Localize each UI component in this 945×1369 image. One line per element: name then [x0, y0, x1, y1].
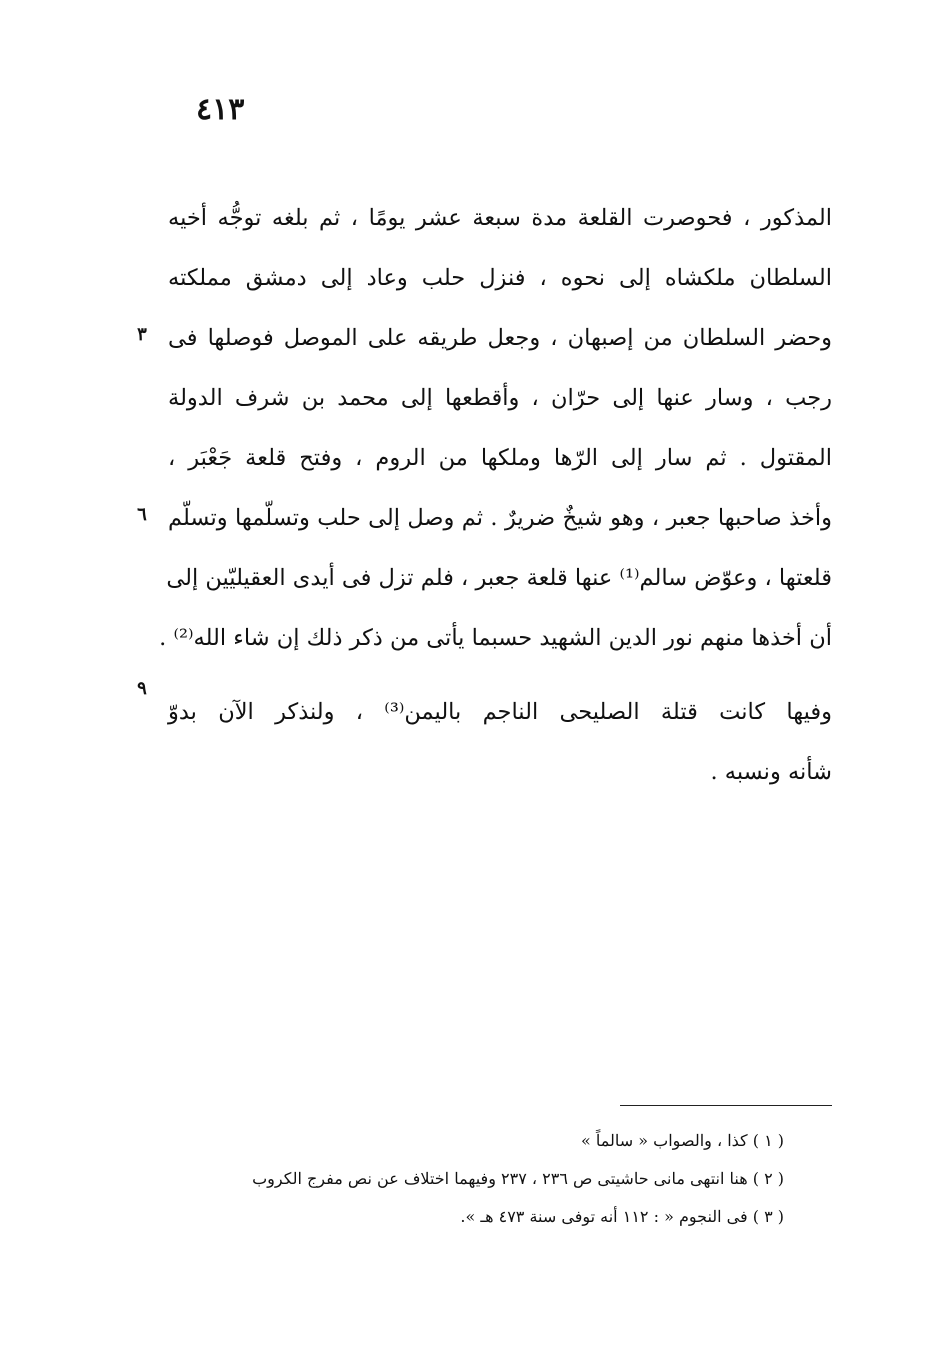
footnote: ( ٢ ) هنا انتهى مانى حاشيتى ص ٢٣٦ ، ٢٣٧ وفيهما اختلاف عن نص مفرج الكروب — [252, 1169, 784, 1188]
text-line: شأنه ونسبه . — [710, 759, 832, 785]
text-line: المذكور ، فحوصرت القلعة مدة سبعة عشر يومًا ، ثم بلغه توجُّه أخيه — [168, 205, 832, 231]
text-line: رجب ، وسار عنها إلى حرّان ، وأقطعها إلى محمد بن شرف الدولة — [168, 385, 832, 411]
footnote: ( ٣ ) فى النجوم « : ١١٢ أنه توفى سنة ٤٧٣ هـ ». — [460, 1207, 784, 1226]
page-number: ٤١٣ — [196, 92, 245, 127]
text-line: السلطان ملكشاه إلى نحوه ، فنزل حلب وعاد إلى دمشق مملكته — [168, 265, 832, 291]
text-line: قلعتها ، وعوّض سالم⁽¹⁾ عنها قلعة جعبر ، فلم تزل فى أيدى العقيليّين إلى — [166, 565, 832, 591]
text-line: وأخذ صاحبها جعبر ، وهو شيخٌ ضريرٌ . ثم وصل إلى حلب وتسلّمها وتسلّم — [168, 505, 832, 531]
text-line: وفيها كانت قتلة الصليحى الناجم باليمن⁽³⁾ ، ولنذكر الآن بدوّ — [168, 699, 833, 725]
text-line: أن أخذها منهم نور الدين الشهيد حسبما يأتى من ذكر ذلك إن شاء الله⁽²⁾ . — [159, 625, 832, 651]
text-line: المقتول . ثم سار إلى الرّها وملكها من الروم ، وفتح قلعة جَعْبَر ، — [168, 445, 832, 471]
line-number-6: ٦ — [137, 504, 147, 525]
line-number-3: ٣ — [137, 324, 147, 345]
footnote: ( ١ ) كذا ، والصواب « سالماً » — [581, 1131, 784, 1150]
line-number-9: ٩ — [137, 678, 147, 699]
footnotes — [168, 1122, 784, 1236]
footnote-divider — [620, 1105, 832, 1106]
text-line: وحضر السلطان من إصبهان ، وجعل طريقه على الموصل فوصلها فى — [168, 325, 832, 351]
main-text — [159, 188, 833, 802]
